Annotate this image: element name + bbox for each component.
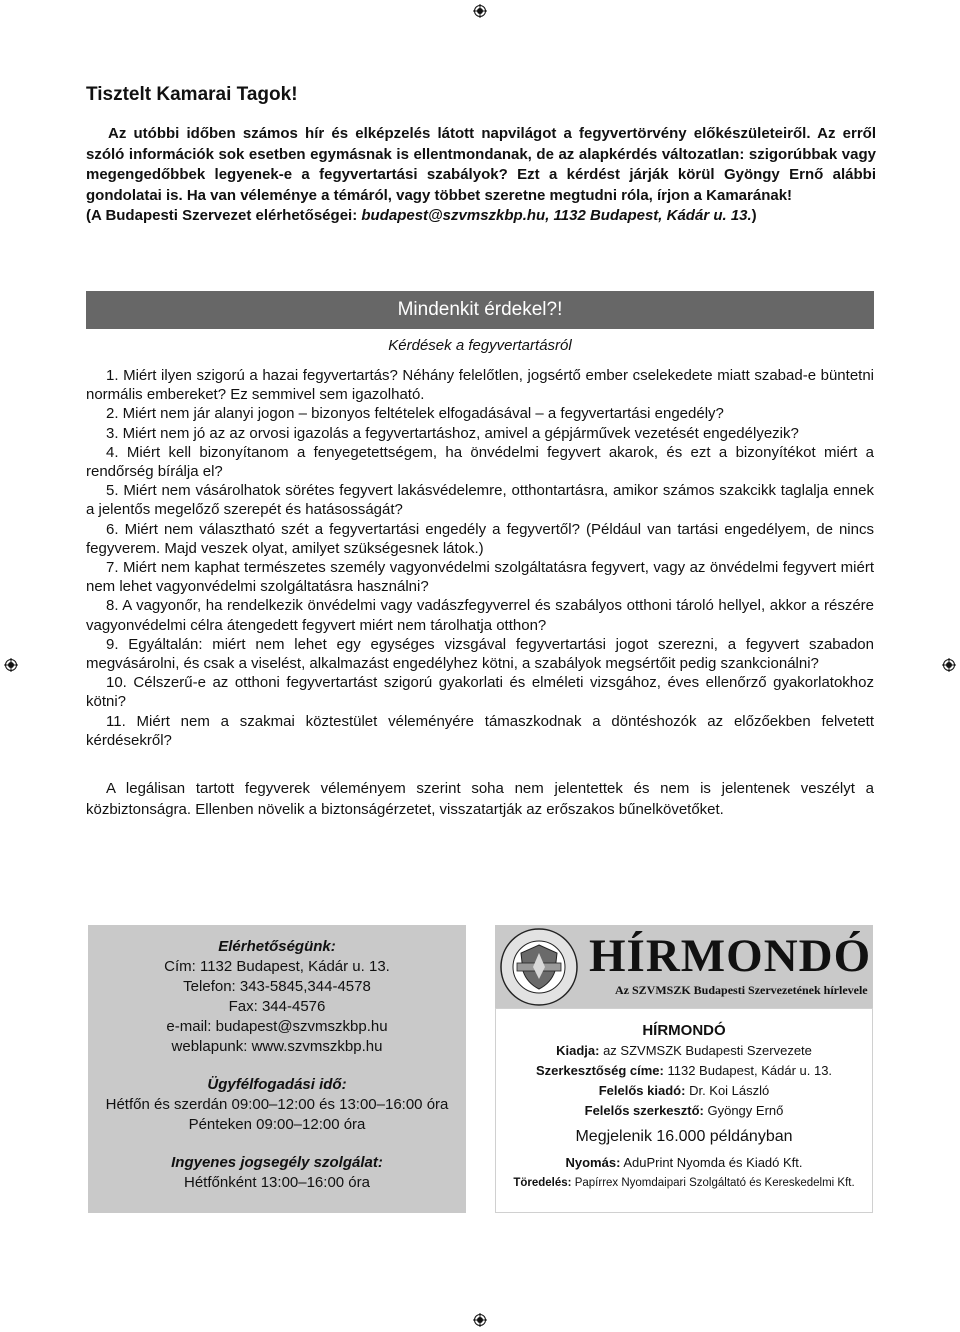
registration-mark-icon: [942, 658, 956, 672]
question-item: 3. Miért nem jó az az orvosi igazolás a fegyvertartáshoz, amivel a gépjárművek vezetését engedélyezik?: [106, 424, 799, 442]
imprint-responsible-publisher: Felelős kiadó: Dr. Koi László: [598, 1083, 770, 1098]
contact-fax: Fax: 344-4576: [228, 998, 326, 1015]
imprint-print: Nyomás: AduPrint Nyomda és Kiadó Kft.: [565, 1155, 803, 1170]
question-item: 9. Egyáltalán: miért nem lehet egy egységes vizsgával fegyvertartási jogot szerezni, a fegyvert szabadon megvásárolni, és csak a viselést, alkalmazást engedélyhez kötni, a szabályok megsértőit pedig szankcionálni?: [86, 635, 874, 673]
question-list: [86, 366, 874, 750]
chamber-seal-logo: [499, 927, 579, 1007]
imprint-box: [495, 1008, 873, 1213]
intro-paragraph: Az utóbbi időben számos hír és elképzelés látott napvilágot a fegyvertörvény előkészületeiről. Az erről szóló információk sok esetben egymásnak is ellentmondanak, de az alapkérdés változatlan: szigorúbbak vagy megengedőbbek legyenek-e a fegyvertartási szabályok? Ezt a kérdést járják körül Gyöngy Ernő alábbi gondolatai is. Ha van véleménye a témáról, vagy többet szeretne megtudni róla, írjon a Kamarának!: [86, 125, 876, 204]
banner-title: Mindenkit érdekel?!: [397, 299, 563, 320]
imprint-circulation: Megjelenik 16.000 példányban: [575, 1128, 793, 1145]
registration-mark-icon: [473, 4, 487, 18]
legal-aid-heading: Ingyenes jogsegély szolgálat:: [171, 1154, 383, 1171]
contact-email: e-mail: budapest@szvmszkbp.hu: [166, 1018, 388, 1035]
intro-contact-line: [86, 206, 876, 227]
masthead-subtitle: Az SZVMSZK Budapesti Szervezetének hírlevele: [615, 983, 868, 997]
office-hours-2: Pénteken 09:00–12:00 óra: [188, 1116, 366, 1133]
question-item: 10. Célszerű-e az otthoni fegyvertartást szigorú gyakorlati és elméleti vizsgához, éves ellenőrző gyakorlatokhoz kötni?: [86, 674, 874, 711]
imprint-office: Szerkesztőség címe: 1132 Budapest, Kádár u. 13.: [535, 1063, 833, 1078]
contact-details: budapest@szvmszkbp.hu, 1132 Budapest, Kádár u. 13.: [361, 207, 752, 225]
section-subtitle: Kérdések a fegyvertartásról: [388, 337, 572, 354]
office-hours-heading: Ügyfélfogadási idő:: [207, 1076, 347, 1093]
section-banner: [86, 291, 874, 329]
contact-suffix: ): [751, 207, 757, 225]
question-item: 5. Miért nem vásárolhatok sörétes fegyvert lakásvédelemre, otthontartásra, amikor számos szakcikk taglalja ennek a jelentős megelőző szerepét és hatásosságát?: [86, 482, 874, 519]
imprint-title: HÍRMONDÓ: [642, 1022, 726, 1039]
registration-mark-icon: [4, 658, 18, 672]
question-item: 6. Miért nem választható szét a fegyvertartási engedély a fegyvertől? (Például van tartási engedélyem, de nincs fegyverem. Majd veszek olyat, amilyet szükségesnek látok.): [86, 520, 874, 557]
office-hours-1: Hétfőn és szerdán 09:00–12:00 és 13:00–16:00 óra: [105, 1096, 449, 1113]
intro-section: [86, 124, 876, 227]
contact-web: weblapunk: www.szvmszkbp.hu: [171, 1038, 383, 1055]
question-item: 1. Miért ilyen szigorú a hazai fegyvertartás? Néhány felelőtlen, jogsértő ember cselekedete miatt szabad-e büntetni normális embereket? Ez semmivel sem igazolható.: [86, 367, 874, 404]
page-title: Tisztelt Kamarai Tagok!: [86, 84, 298, 105]
question-item: 4. Miért kell bizonyítanom a fenyegetettségem, ha önvédelmi fegyvert akarok, és ezt a bizonyítékot miért a rendőrség bírálja el?: [86, 443, 874, 481]
imprint-editor: Felelős szerkesztő: Gyöngy Ernő: [584, 1103, 784, 1118]
closing-paragraph: A legálisan tartott fegyverek véleményem szerint soha nem jelentettek és nem is jelentenek veszélyt a közbiztonságra. Ellenben növelik a biztonságérzetet, visszatartják az erőszakos bűnelkövetőket.: [86, 780, 874, 818]
question-item: 8. A vagyonőr, ha rendelkezik önvédelmi vagy vadászfegyverrel és szabályos otthoni tároló hellyel, akkor a részére vagyonvédelmi célra átengedett fegyvert miért nem tárolhatja otthon?: [86, 597, 874, 634]
legal-aid-hours: Hétfőnként 13:00–16:00 óra: [184, 1174, 370, 1191]
contact-address: Cím: 1132 Budapest, Kádár u. 13.: [164, 958, 390, 975]
contact-box: [88, 925, 466, 1213]
registration-mark-icon: [473, 1313, 487, 1327]
newsletter-masthead: [495, 925, 873, 1008]
contact-prefix: (A Budapesti Szervezet elérhetőségei:: [86, 207, 362, 225]
imprint-publisher: Kiadja: az SZVMSZK Budapesti Szervezete: [556, 1043, 812, 1058]
imprint-binding: Töredelés: Papírrex Nyomdaipari Szolgáltató és Kereskedelmi Kft.: [513, 1177, 855, 1189]
contact-heading: Elérhetőségünk:: [218, 938, 336, 955]
question-item: 7. Miért nem kaphat természetes személy vagyonvédelmi szolgáltatásra fegyvert, vagy az önvédelmi fegyvert miért nem lehet vagyonvédelmi szolgáltatásra használni?: [86, 559, 874, 596]
question-item: 11. Miért nem a szakmai köztestület véleményére támaszkodnak a döntéshozók az előzőekben felvetett kérdésekről?: [86, 712, 874, 749]
question-item: 2. Miért nem jár alanyi jogon – bizonyos feltételek elfogadásával – a fegyvertartási engedély?: [106, 405, 724, 423]
contact-phone: Telefon: 343-5845,344-4578: [183, 978, 371, 995]
masthead-title: HÍRMONDÓ: [589, 930, 872, 982]
